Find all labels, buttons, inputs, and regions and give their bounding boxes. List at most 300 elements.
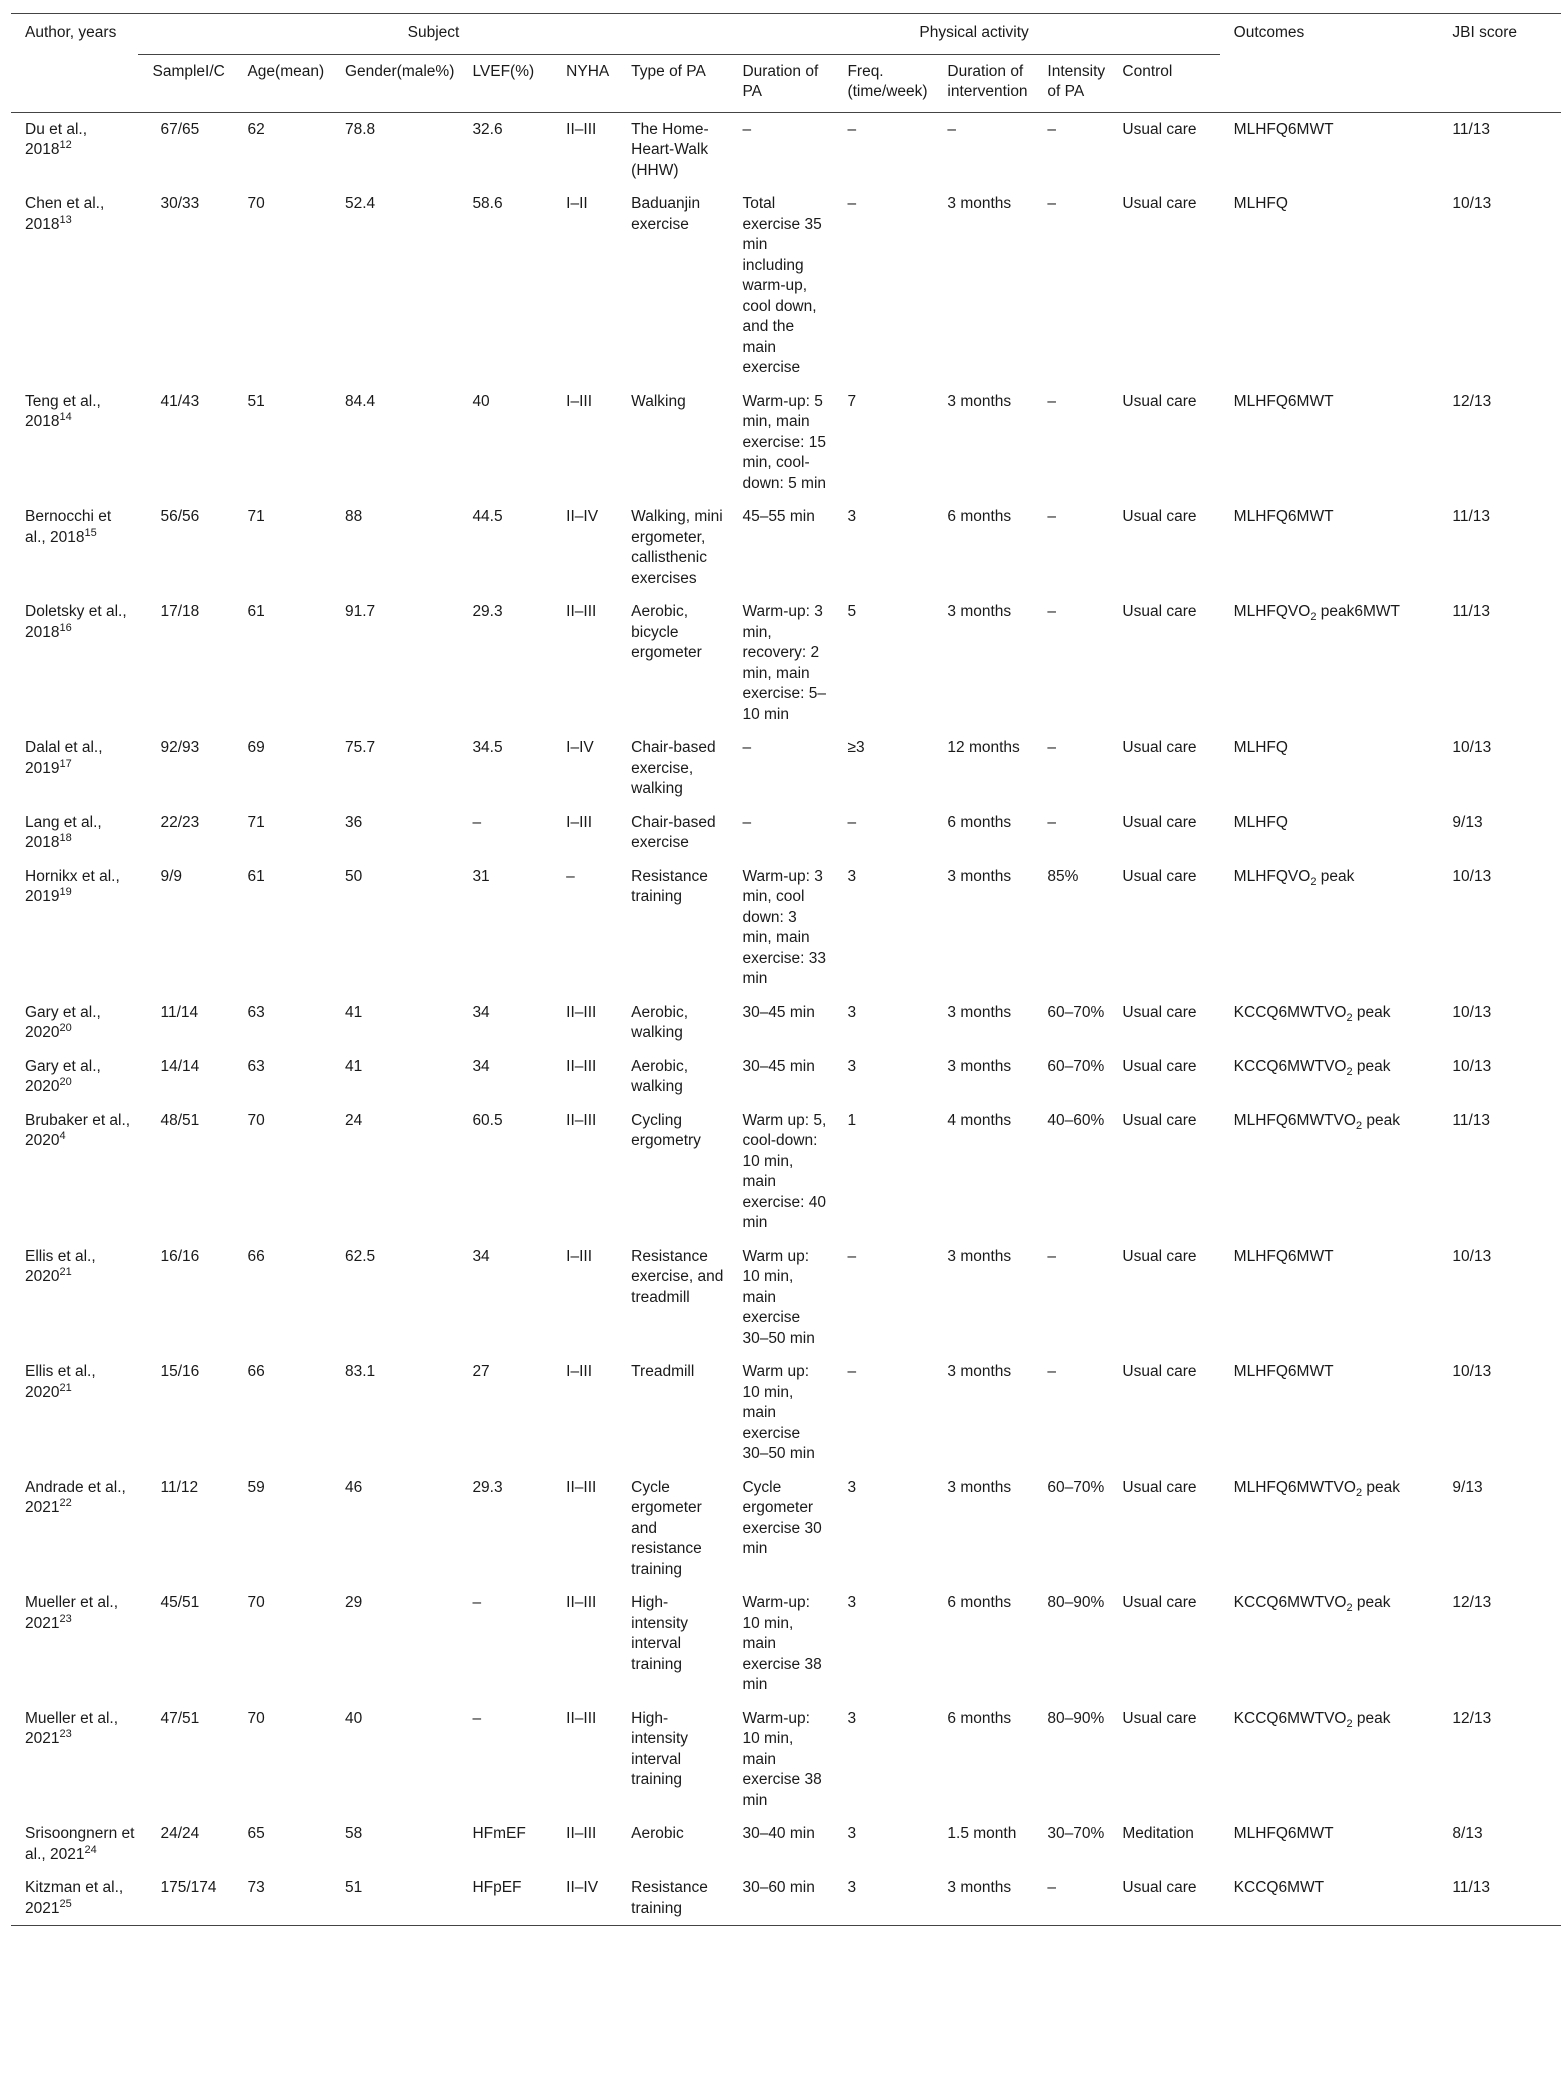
duration-of-intervention-cell: 3 months — [947, 1247, 1012, 1265]
frequency-cell: 3 — [847, 1478, 857, 1496]
duration-of-pa-cell: 30–45 min — [742, 1057, 815, 1075]
gender-cell: 52.4 — [344, 195, 376, 212]
nyha-cell: II–IV — [566, 1879, 599, 1896]
author-cell — [11, 1104, 138, 1240]
type-of-pa-cell: High-intensity interval training — [631, 1594, 689, 1673]
outcome-text: MLHFQ6MWT — [1233, 120, 1334, 138]
intensity-cell: – — [1047, 813, 1057, 831]
gender-cell: 75.7 — [344, 739, 376, 756]
sample-cell: 15/16 — [160, 1363, 200, 1380]
frequency-cell: – — [847, 120, 857, 138]
age-cell: 61 — [247, 603, 265, 620]
table-header — [11, 14, 1561, 113]
outcome-text: MLHFQ6MWTVO — [1233, 1111, 1356, 1129]
intensity-cell: 85% — [1047, 867, 1079, 885]
jbi-score-cell: 10/13 — [1452, 1057, 1492, 1075]
outcomes-cell — [1220, 1586, 1439, 1702]
lvef-cell: – — [472, 1709, 482, 1727]
outcome-subscript: 2 — [1346, 1602, 1353, 1615]
control-cell: Usual care — [1122, 813, 1197, 831]
duration-of-pa-cell: Cycle ergometer exercise 30 min — [742, 1478, 822, 1557]
lvef-cell: – — [472, 1594, 482, 1611]
outcomes-cell — [1220, 1471, 1439, 1587]
duration-of-intervention-cell: 12 months — [947, 739, 1020, 756]
reference-number: 13 — [59, 213, 72, 226]
outcome-subscript: 2 — [1346, 1717, 1353, 1730]
table-row — [11, 1586, 1561, 1702]
outcome-text: KCCQ6MWTVO — [1233, 1709, 1347, 1727]
intensity-cell: 80–90% — [1047, 1709, 1105, 1727]
outcome-text: KCCQ6MWTVO — [1233, 1003, 1347, 1021]
outcomes-cell — [1220, 1702, 1439, 1818]
header-author: Author, years — [25, 24, 117, 41]
author-cell — [11, 1817, 138, 1871]
age-cell: 51 — [247, 392, 265, 410]
sample-cell: 9/9 — [160, 867, 183, 885]
jbi-score-cell: 11/13 — [1452, 603, 1491, 620]
author-cell — [11, 595, 138, 731]
type-of-pa-cell: Baduanjin exercise — [631, 195, 701, 233]
outcomes-cell — [1220, 595, 1439, 731]
lvef-cell: 40 — [472, 392, 490, 410]
age-cell: 73 — [247, 1879, 265, 1896]
nyha-cell: II–III — [566, 1594, 597, 1611]
gender-cell: 29 — [344, 1594, 363, 1611]
frequency-cell: – — [847, 813, 857, 831]
sample-cell: 175/174 — [160, 1879, 217, 1896]
duration-of-intervention-cell: 3 months — [947, 603, 1012, 620]
author-text: Lang et al., 2018 — [25, 813, 102, 851]
gender-cell: 41 — [344, 1057, 363, 1075]
outcome-text: KCCQ6MWT — [1233, 1879, 1325, 1896]
duration-of-intervention-cell: 3 months — [947, 1057, 1012, 1075]
header-age: Age(mean) — [247, 62, 325, 80]
author-cell — [11, 112, 138, 187]
gender-cell: 36 — [344, 813, 363, 831]
outcomes-cell — [1220, 1871, 1439, 1926]
age-cell: 69 — [247, 739, 265, 756]
intensity-cell: 60–70% — [1047, 1003, 1105, 1021]
author-cell — [11, 1050, 138, 1104]
table-row — [11, 595, 1561, 731]
author-text: Mueller et al., 2021 — [25, 1709, 119, 1747]
outcomes-cell — [1220, 1050, 1439, 1104]
duration-of-pa-cell: – — [742, 739, 752, 756]
type-of-pa-cell: Resistance exercise, and treadmill — [631, 1247, 724, 1306]
type-of-pa-cell: Walking, mini ergometer, callisthenic exercises — [631, 508, 723, 587]
intensity-cell: 60–70% — [1047, 1057, 1105, 1075]
sample-cell: 22/23 — [160, 813, 200, 831]
frequency-cell: 1 — [847, 1111, 857, 1129]
age-cell: 59 — [247, 1478, 265, 1496]
duration-of-pa-cell: Warm up: 10 min, main exercise 30–50 min — [742, 1247, 815, 1347]
frequency-cell: – — [847, 195, 857, 212]
sample-cell: 30/33 — [160, 195, 200, 212]
outcome-text: peak6MWT — [1316, 603, 1401, 620]
gender-cell: 84.4 — [344, 392, 376, 410]
frequency-cell: 3 — [847, 1709, 857, 1727]
header-physical-activity: Physical activity — [728, 14, 1219, 55]
control-cell: Usual care — [1122, 603, 1197, 620]
type-of-pa-cell: The Home-Heart-Walk (HHW) — [631, 120, 709, 179]
jbi-score-cell: 10/13 — [1452, 1363, 1492, 1380]
sample-cell: 11/12 — [160, 1478, 199, 1496]
jbi-score-cell: 10/13 — [1452, 1003, 1492, 1021]
author-cell — [11, 860, 138, 996]
lvef-cell: 29.3 — [472, 1478, 503, 1496]
author-text: Hornikx et al., 2019 — [25, 867, 120, 905]
nyha-cell: II–III — [566, 1003, 597, 1021]
intensity-cell: – — [1047, 120, 1057, 138]
age-cell: 70 — [247, 195, 265, 212]
author-cell — [11, 731, 138, 806]
author-cell — [11, 385, 138, 501]
jbi-score-cell: 10/13 — [1452, 195, 1492, 212]
outcome-text: peak — [1352, 1003, 1391, 1021]
author-text: Teng et al., 2018 — [25, 392, 101, 430]
outcome-text: MLHFQVO — [1233, 867, 1311, 885]
intensity-cell: – — [1047, 603, 1057, 620]
sample-cell: 14/14 — [160, 1057, 200, 1075]
nyha-cell: – — [566, 867, 575, 885]
lvef-cell: HFpEF — [472, 1879, 522, 1896]
outcome-text: MLHFQ — [1233, 813, 1288, 831]
intensity-cell: – — [1047, 1363, 1057, 1380]
outcomes-cell — [1220, 1355, 1439, 1471]
outcome-text: MLHFQ6MWT — [1233, 508, 1334, 525]
nyha-cell: II–III — [566, 1111, 597, 1129]
duration-of-pa-cell: – — [742, 120, 752, 138]
jbi-score-cell: 12/13 — [1452, 1594, 1492, 1611]
author-cell — [11, 1471, 138, 1587]
author-text: Mueller et al., 2021 — [25, 1594, 119, 1632]
header-duration-of-pa: Duration of PA — [742, 62, 819, 100]
outcomes-cell — [1220, 500, 1439, 595]
duration-of-pa-cell: Warm-up: 5 min, main exercise: 15 min, cool-down: 5 min — [742, 392, 827, 492]
nyha-cell: I–III — [566, 1363, 593, 1380]
intensity-cell: – — [1047, 1879, 1057, 1896]
intensity-cell: – — [1047, 392, 1057, 410]
sample-cell: 56/56 — [160, 508, 200, 525]
age-cell: 70 — [247, 1594, 265, 1611]
author-text: Dalal et al., 2019 — [25, 739, 103, 777]
author-text: Doletsky et al., 2018 — [25, 603, 127, 641]
lvef-cell: 34 — [472, 1247, 490, 1265]
author-text: Du et al., 2018 — [25, 120, 88, 158]
outcomes-cell — [1220, 385, 1439, 501]
table-row — [11, 1104, 1561, 1240]
intensity-cell: 40–60% — [1047, 1111, 1105, 1129]
duration-of-intervention-cell: 6 months — [947, 1594, 1012, 1611]
intensity-cell: 80–90% — [1047, 1594, 1105, 1611]
sample-cell: 17/18 — [160, 603, 200, 620]
reference-number: 12 — [59, 138, 72, 151]
control-cell: Usual care — [1122, 1111, 1197, 1129]
duration-of-intervention-cell: 3 months — [947, 195, 1012, 212]
jbi-score-cell: 12/13 — [1452, 392, 1492, 410]
sample-cell: 48/51 — [160, 1111, 200, 1129]
outcome-text: MLHFQ6MWT — [1233, 392, 1334, 410]
gender-cell: 83.1 — [344, 1363, 376, 1380]
sample-cell: 92/93 — [160, 739, 200, 756]
lvef-cell: 31 — [472, 867, 490, 885]
header-duration-of-intervention: Duration of intervention — [947, 62, 1028, 100]
age-cell: 71 — [247, 813, 265, 831]
reference-number: 23 — [59, 1727, 72, 1740]
duration-of-pa-cell: Warm-up: 3 min, cool down: 3 min, main exercise: 33 min — [742, 867, 827, 987]
author-text: Brubaker et al., 2020 — [25, 1111, 131, 1149]
reference-number: 17 — [59, 757, 72, 770]
gender-cell: 62.5 — [344, 1247, 376, 1265]
type-of-pa-cell: Resistance training — [631, 1879, 708, 1917]
duration-of-intervention-cell: 3 months — [947, 392, 1012, 410]
control-cell: Usual care — [1122, 1879, 1197, 1896]
jbi-score-cell: 11/13 — [1452, 1879, 1491, 1896]
outcome-subscript: 2 — [1310, 611, 1317, 624]
outcome-text: MLHFQ6MWT — [1233, 1363, 1334, 1380]
outcomes-cell — [1220, 806, 1439, 860]
outcome-text: MLHFQ6MWTVO — [1233, 1478, 1356, 1496]
reference-number: 24 — [84, 1843, 97, 1856]
lvef-cell: 34 — [472, 1003, 490, 1021]
age-cell: 63 — [247, 1003, 265, 1021]
duration-of-pa-cell: Warm up: 10 min, main exercise 30–50 min — [742, 1363, 815, 1462]
intensity-cell: 60–70% — [1047, 1478, 1105, 1496]
gender-cell: 58 — [344, 1825, 363, 1842]
outcome-subscript: 2 — [1346, 1065, 1353, 1078]
author-text: Kitzman et al., 2021 — [25, 1879, 124, 1917]
sample-cell: 45/51 — [160, 1594, 200, 1611]
outcome-subscript: 2 — [1346, 1011, 1353, 1024]
gender-cell: 24 — [344, 1111, 363, 1129]
duration-of-intervention-cell: 1.5 month — [947, 1825, 1017, 1842]
type-of-pa-cell: Chair-based exercise — [631, 813, 716, 851]
outcomes-cell — [1220, 1817, 1439, 1871]
header-subject: Subject — [138, 14, 728, 55]
author-cell — [11, 1871, 138, 1926]
lvef-cell: 29.3 — [472, 603, 503, 620]
author-cell — [11, 1702, 138, 1818]
age-cell: 62 — [247, 120, 265, 138]
type-of-pa-cell: Resistance training — [631, 867, 708, 905]
table-row — [11, 1355, 1561, 1471]
duration-of-pa-cell: 45–55 min — [742, 508, 815, 525]
duration-of-intervention-cell: 4 months — [947, 1111, 1012, 1129]
duration-of-intervention-cell: 6 months — [947, 813, 1012, 831]
lvef-cell: 34 — [472, 1057, 490, 1075]
author-text: Andrade et al., 2021 — [25, 1478, 126, 1516]
lvef-cell: HFmEF — [472, 1825, 526, 1842]
reference-number: 21 — [59, 1265, 72, 1278]
table-body — [11, 112, 1561, 1926]
reference-number: 18 — [59, 831, 72, 844]
gender-cell: 78.8 — [344, 120, 376, 138]
control-cell: Usual care — [1122, 1709, 1197, 1727]
table-row — [11, 1050, 1561, 1104]
outcome-text: peak — [1352, 1709, 1391, 1727]
type-of-pa-cell: Treadmill — [631, 1363, 695, 1380]
duration-of-pa-cell: Warm-up: 10 min, main exercise 38 min — [742, 1709, 822, 1809]
reference-number: 16 — [59, 621, 72, 634]
gender-cell: 51 — [344, 1879, 363, 1896]
outcome-text: peak — [1316, 867, 1355, 885]
jbi-score-cell: 8/13 — [1452, 1825, 1483, 1842]
author-text: Gary et al., 2020 — [25, 1057, 101, 1095]
sample-cell: 16/16 — [160, 1247, 200, 1265]
age-cell: 61 — [247, 867, 265, 885]
frequency-cell: 3 — [847, 1879, 857, 1896]
author-cell — [11, 806, 138, 860]
author-text: Chen et al., 2018 — [25, 195, 105, 233]
outcome-text: peak — [1362, 1478, 1400, 1496]
lvef-cell: 32.6 — [472, 120, 503, 138]
table-row — [11, 1240, 1561, 1356]
author-text: Bernocchi et al., 2018 — [25, 508, 112, 546]
intensity-cell: – — [1047, 508, 1057, 525]
control-cell: Meditation — [1122, 1825, 1194, 1842]
control-cell: Usual care — [1122, 1594, 1197, 1611]
jbi-score-cell: 9/13 — [1452, 813, 1483, 831]
table-row — [11, 1702, 1561, 1818]
header-type-of-pa: Type of PA — [631, 62, 706, 80]
outcomes-cell — [1220, 731, 1439, 806]
lvef-cell: 58.6 — [472, 195, 503, 212]
table-container — [11, 13, 1561, 1926]
outcome-text: MLHFQ6MWT — [1233, 1247, 1334, 1265]
nyha-cell: I–III — [566, 392, 593, 410]
duration-of-pa-cell: – — [742, 813, 752, 831]
duration-of-pa-cell: Warm-up: 10 min, main exercise 38 min — [742, 1594, 822, 1693]
table-row — [11, 1871, 1561, 1926]
outcome-text: peak — [1352, 1594, 1391, 1611]
table-row — [11, 996, 1561, 1050]
gender-cell: 46 — [344, 1478, 363, 1496]
gender-cell: 40 — [344, 1709, 363, 1727]
duration-of-pa-cell: 30–60 min — [742, 1879, 815, 1896]
outcomes-cell — [1220, 860, 1439, 996]
control-cell: Usual care — [1122, 195, 1197, 212]
frequency-cell: ≥3 — [847, 739, 865, 756]
outcomes-cell — [1220, 187, 1439, 385]
header-outcomes: Outcomes — [1233, 24, 1305, 41]
outcomes-cell — [1220, 996, 1439, 1050]
duration-of-pa-cell: 30–45 min — [742, 1003, 815, 1021]
jbi-score-cell: 12/13 — [1452, 1709, 1492, 1727]
frequency-cell: 5 — [847, 603, 857, 620]
header-sample: SampleI/C — [152, 62, 225, 80]
control-cell: Usual care — [1122, 1247, 1197, 1265]
type-of-pa-cell: Cycling ergometry — [631, 1111, 701, 1149]
header-control: Control — [1122, 62, 1173, 80]
duration-of-pa-cell: Warm up: 5, cool-down: 10 min, main exercise: 40 min — [742, 1111, 827, 1231]
outcome-text: MLHFQ6MWT — [1233, 1825, 1334, 1842]
jbi-score-cell: 10/13 — [1452, 867, 1492, 885]
duration-of-intervention-cell: – — [947, 120, 957, 138]
reference-number: 20 — [59, 1021, 72, 1034]
lvef-cell: 27 — [472, 1363, 490, 1380]
control-cell: Usual care — [1122, 1478, 1197, 1496]
table-row — [11, 1817, 1561, 1871]
outcomes-cell — [1220, 112, 1439, 187]
author-cell — [11, 1240, 138, 1356]
control-cell: Usual care — [1122, 1363, 1197, 1380]
jbi-score-cell: 10/13 — [1452, 739, 1492, 756]
reference-number: 19 — [59, 885, 72, 898]
author-text: Srisoongnern et al., 2021 — [25, 1825, 135, 1863]
outcome-subscript: 2 — [1310, 875, 1317, 888]
table-row — [11, 731, 1561, 806]
frequency-cell: 3 — [847, 508, 857, 525]
outcome-text: KCCQ6MWTVO — [1233, 1594, 1347, 1611]
nyha-cell: II–III — [566, 120, 597, 138]
gender-cell: 50 — [344, 867, 363, 885]
nyha-cell: II–III — [566, 1709, 597, 1727]
outcome-text: peak — [1362, 1111, 1400, 1129]
age-cell: 66 — [247, 1363, 265, 1380]
duration-of-pa-cell: Warm-up: 3 min, recovery: 2 min, main exercise: 5–10 min — [742, 603, 827, 723]
duration-of-intervention-cell: 3 months — [947, 1363, 1012, 1380]
nyha-cell: II–III — [566, 1478, 597, 1496]
lvef-cell: – — [472, 813, 482, 831]
frequency-cell: 7 — [847, 392, 857, 410]
age-cell: 70 — [247, 1111, 265, 1129]
nyha-cell: I–IV — [566, 739, 594, 756]
outcomes-cell — [1220, 1240, 1439, 1356]
duration-of-intervention-cell: 3 months — [947, 1879, 1012, 1896]
reference-number: 25 — [59, 1897, 72, 1910]
type-of-pa-cell: Aerobic, bicycle ergometer — [631, 603, 702, 661]
author-cell — [11, 500, 138, 595]
nyha-cell: I–II — [566, 195, 588, 212]
sample-cell: 24/24 — [160, 1825, 200, 1842]
age-cell: 70 — [247, 1709, 265, 1727]
type-of-pa-cell: Chair-based exercise, walking — [631, 739, 716, 797]
duration-of-pa-cell: Total exercise 35 min including warm-up, cool down, and the main exercise — [742, 195, 822, 376]
table-row — [11, 860, 1561, 996]
table-row — [11, 806, 1561, 860]
outcome-subscript: 2 — [1355, 1119, 1363, 1132]
intensity-cell: 30–70% — [1047, 1825, 1105, 1842]
lvef-cell: 60.5 — [472, 1111, 503, 1129]
nyha-cell: II–III — [566, 1057, 597, 1075]
table-row — [11, 112, 1561, 187]
frequency-cell: 3 — [847, 1003, 857, 1021]
nyha-cell: I–III — [566, 1247, 593, 1265]
control-cell: Usual care — [1122, 739, 1197, 756]
author-text: Ellis et al., 2020 — [25, 1247, 96, 1285]
type-of-pa-cell: Aerobic, walking — [631, 1003, 689, 1041]
age-cell: 63 — [247, 1057, 265, 1075]
intensity-cell: – — [1047, 739, 1057, 756]
reference-number: 22 — [59, 1496, 72, 1509]
nyha-cell: II–III — [566, 603, 597, 620]
gender-cell: 91.7 — [344, 603, 376, 620]
intensity-cell: – — [1047, 195, 1057, 212]
reference-number: 4 — [59, 1129, 66, 1142]
outcome-subscript: 2 — [1355, 1486, 1363, 1499]
reference-number: 23 — [59, 1612, 72, 1625]
table-row — [11, 1471, 1561, 1587]
jbi-score-cell: 10/13 — [1452, 1247, 1492, 1265]
header-lvef: LVEF(%) — [472, 62, 535, 80]
reference-number: 15 — [84, 526, 97, 539]
outcome-text: KCCQ6MWTVO — [1233, 1057, 1347, 1075]
duration-of-pa-cell: 30–40 min — [742, 1825, 815, 1842]
reference-number: 20 — [59, 1075, 72, 1088]
control-cell: Usual care — [1122, 867, 1197, 885]
header-nyha: NYHA — [566, 62, 610, 80]
duration-of-intervention-cell: 3 months — [947, 1003, 1012, 1021]
